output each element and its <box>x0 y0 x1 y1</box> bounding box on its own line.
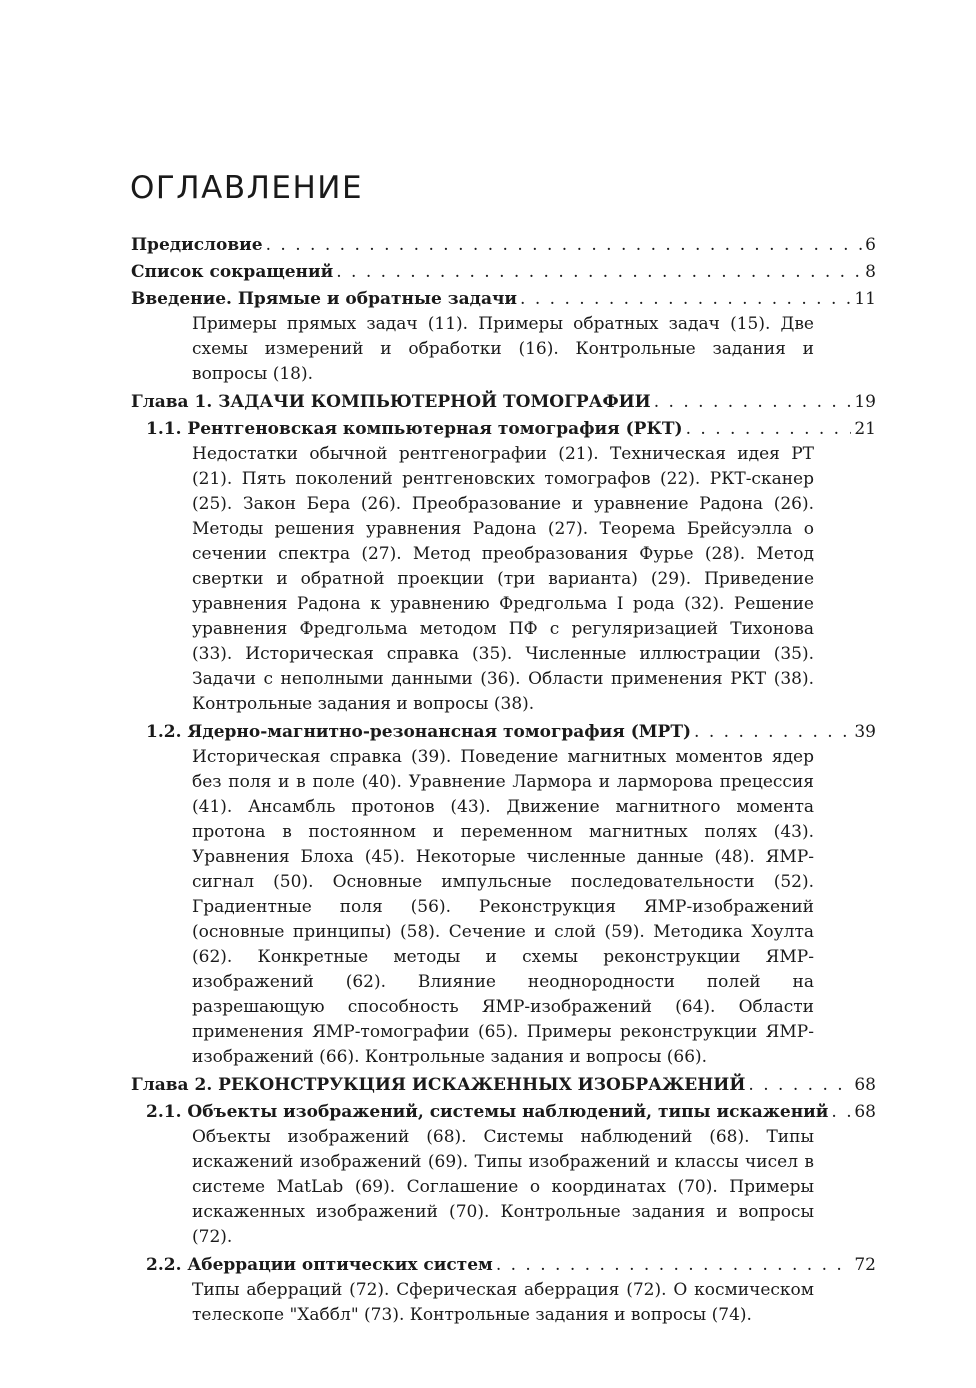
toc-entry-description: Недостатки обычной рентгенографии (21). Техническая идея РТ (21). Пять поколений рентгеновских томографов (22). РКТ-сканер (25). Закон Бера (26). Преобразование и уравнение Радона (26). Методы решения уравнения Радона (27). Теорема Брейсуэлла о сечении спектра (27). Метод преобразования Фурье (28). Метод свертки и обратной проекции (три варианта) (29). Приведение уравнения Радона к уравнению Фредгольма I рода (32). Решение уравнения Фредгольма методом ПФ с регуляризацией Тихонова (33). Историческая справка (35). Численные иллюстрации (35). Задачи с неполными данными (36). Области применения РКТ (38). Контрольные задания и вопросы (38). <box>192 444 814 714</box>
leader-dots <box>831 1099 851 1126</box>
toc-entry-page: 39 <box>854 722 876 742</box>
toc-entry-page: 6 <box>865 235 876 255</box>
leader-dots <box>686 416 852 443</box>
toc-entry-title: Глава 1. ЗАДАЧИ КОМПЬЮТЕРНОЙ ТОМОГРАФИИ <box>131 392 651 412</box>
toc-entry-title: Введение. Прямые и обратные задачи <box>131 289 518 309</box>
leader-dots <box>266 232 863 259</box>
toc-entry-page: 68 <box>854 1075 876 1095</box>
toc-entry-page: 11 <box>854 289 876 309</box>
toc-entry-title: Глава 2. РЕКОНСТРУКЦИЯ ИСКАЖЕННЫХ ИЗОБРАЖЕНИЙ <box>131 1075 746 1095</box>
toc-entry-page: 68 <box>854 1102 876 1122</box>
toc-entry-abbreviations[interactable] <box>131 259 876 286</box>
page-title: ОГЛАВЛЕНИЕ <box>130 170 364 206</box>
leader-dots <box>336 259 862 286</box>
toc-entry-section-1-1[interactable] <box>131 416 876 443</box>
toc-entry-title: 2.2. Аберрации оптических систем <box>146 1255 493 1275</box>
leader-dots <box>748 1072 851 1099</box>
leader-dots <box>520 286 851 313</box>
toc-entry-chapter-2[interactable] <box>131 1072 876 1099</box>
table-of-contents <box>131 232 876 1330</box>
toc-entry-title: 1.1. Рентгеновская компьютерная томография (РКТ) <box>146 419 683 439</box>
toc-entry-title: 1.2. Ядерно-магнитно-резонансная томография (МРТ) <box>146 722 692 742</box>
toc-entry-title: Список сокращений <box>131 262 334 282</box>
toc-entry-page: 21 <box>854 419 876 439</box>
toc-entry-description: Историческая справка (39). Поведение магнитных моментов ядер без поля и в поле (40). Уравнение Лармора и ларморова прецессия (41). Ансамбль протонов (43). Движение магнитного момента протона в постоянном и переменном магнитных полях (43). Уравнения Блоха (45). Некоторые численные данные (48). ЯМР-сигнал (50). Основные импульсные последовательности (52). Градиентные поля (56). Реконструкция ЯМР-изображений (основные принципы) (58). Сечение и слой (59). Методика Хоулта (62). Конкретные методы и схемы реконструкции ЯМР-изображений (62). Влияние неоднородности полей на разрешающую способность ЯМР-изображений (64). Области применения ЯМР-томографии (65). Примеры реконструкции ЯМР-изображений (66). Контрольные задания и вопросы (66). <box>192 747 814 1067</box>
toc-entry-section-2-1[interactable] <box>131 1099 876 1126</box>
toc-entry-description: Примеры прямых задач (11). Примеры обратных задач (15). Две схемы измерений и обработки (16). Контрольные задания и вопросы (18). <box>192 314 814 384</box>
toc-entry-section-2-2[interactable] <box>131 1252 876 1279</box>
leader-dots <box>694 719 851 746</box>
toc-entry-section-1-2[interactable] <box>131 719 876 746</box>
toc-entry-description: Типы аберраций (72). Сферическая аберрация (72). О космическом телескопе "Хаббл" (73). Контрольные задания и вопросы (74). <box>192 1280 814 1325</box>
toc-entry-introduction[interactable] <box>131 286 876 313</box>
toc-entry-title: Предисловие <box>131 235 263 255</box>
leader-dots <box>496 1252 852 1279</box>
toc-entry-page: 19 <box>854 392 876 412</box>
leader-dots <box>654 389 852 416</box>
toc-entry-page: 8 <box>865 262 876 282</box>
toc-entry-preface[interactable] <box>131 232 876 259</box>
toc-entry-description: Объекты изображений (68). Системы наблюдений (68). Типы искажений изображений (69). Типы изображений и классы чисел в системе MatLab (69). Соглашение о координатах (70). Примеры искаженных изображений (70). Контрольные задания и вопросы (72). <box>192 1127 814 1247</box>
toc-entry-title: 2.1. Объекты изображений, системы наблюдений, типы искажений <box>146 1102 829 1122</box>
toc-entry-page: 72 <box>854 1255 876 1275</box>
toc-entry-chapter-1[interactable] <box>131 389 876 416</box>
